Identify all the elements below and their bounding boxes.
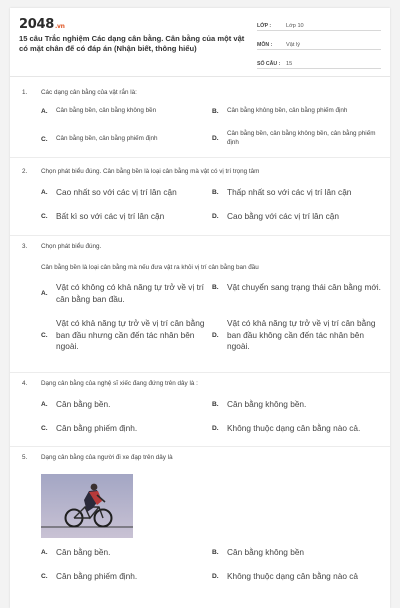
option-4a[interactable] xyxy=(41,399,203,411)
document-title: 15 câu Trắc nghiệm Các dạng cân bằng. Cân bằng của một vật có mặt chân đế có đáp án (Nhận biết, thông hiểu) xyxy=(19,34,245,54)
option-1b[interactable] xyxy=(212,107,382,116)
option-5a[interactable] xyxy=(41,547,203,559)
meta-row-count xyxy=(257,54,381,69)
option-text: Vật có khả năng tự trở về vị trí cân bằng ban đầu không cần đến tác nhân bên ngoài. xyxy=(227,318,376,351)
option-4d[interactable] xyxy=(212,423,382,435)
question-number: 3. xyxy=(22,243,28,250)
option-letter: C. xyxy=(41,213,48,221)
option-1c[interactable] xyxy=(41,135,203,144)
question-text: Dạng cân bằng của nghệ sĩ xiếc đang đứng trên dây là : xyxy=(41,380,198,387)
cyclist-on-wire-photo xyxy=(41,474,133,538)
meta-value: Lớp 10 xyxy=(286,23,304,29)
question-2 xyxy=(22,168,382,175)
meta-value: 15 xyxy=(286,61,293,67)
option-letter: C. xyxy=(41,573,48,581)
question-divider xyxy=(10,446,390,447)
option-letter: C. xyxy=(41,425,48,433)
question-text: Chọn phát biểu đúng. xyxy=(41,243,102,250)
option-text: Cao nhất so với các vị trí lân cận xyxy=(56,187,177,197)
question-3 xyxy=(22,243,382,250)
question-number: 5. xyxy=(22,454,28,461)
option-letter: B. xyxy=(212,401,219,409)
option-letter: B. xyxy=(212,107,219,115)
meta-label: SỐ CÂU : xyxy=(257,61,281,67)
option-4b[interactable] xyxy=(212,399,382,411)
option-2d[interactable] xyxy=(212,211,382,223)
option-text: Vật có khả năng tự trở về vị trí cân bằng ban đầu nhưng cần đến tác nhân bên ngoài. xyxy=(56,318,205,351)
option-5c[interactable] xyxy=(41,571,203,583)
option-text: Không thuộc dạng cân bằng nào cả. xyxy=(227,423,361,433)
option-3b[interactable] xyxy=(212,282,382,294)
option-4c[interactable] xyxy=(41,423,203,435)
option-text: Cân bằng phiếm định. xyxy=(56,571,138,581)
question-number: 1. xyxy=(22,89,28,96)
option-letter: D. xyxy=(212,573,219,581)
question-5 xyxy=(22,454,382,461)
option-text: Vật có không có khả năng tự trở về vị trí cân bằng ban đầu. xyxy=(56,282,204,304)
option-text: Cân bằng bền. xyxy=(56,399,111,409)
question-1 xyxy=(22,89,382,96)
site-logo[interactable] xyxy=(19,17,65,32)
meta-row-subject xyxy=(257,35,381,50)
logo-text: 2048 xyxy=(19,17,54,32)
question-text: Dạng cân bằng của người đi xe đạp trên dây là xyxy=(41,454,173,461)
option-letter: A. xyxy=(41,401,48,409)
option-letter: C. xyxy=(41,331,48,339)
option-text: Cân bằng không bền, cân bằng phiếm định xyxy=(227,107,348,114)
option-text: Cân bằng phiếm định. xyxy=(56,423,138,433)
option-text: Cân bằng bền, cân bằng không bền xyxy=(56,107,157,114)
meta-label: MÔN : xyxy=(257,42,273,48)
option-letter: A. xyxy=(41,290,48,297)
option-letter: D. xyxy=(212,213,219,221)
option-text: Thấp nhất so với các vị trí lân cận xyxy=(227,187,352,197)
option-text: Bất kì so với các vị trí lân cận xyxy=(56,211,165,221)
option-text: Cân bằng không bền xyxy=(227,547,305,557)
option-letter: D. xyxy=(212,425,219,433)
option-letter: B. xyxy=(212,549,219,557)
meta-value: Vật lý xyxy=(286,42,300,48)
option-text: Không thuộc dạng cân bằng nào cả xyxy=(227,571,359,581)
question-divider xyxy=(10,157,390,158)
option-letter: C. xyxy=(41,135,48,143)
question-divider xyxy=(10,372,390,373)
option-text: Cao bằng với các vị trí lân cận xyxy=(227,211,339,221)
meta-row-class xyxy=(257,16,381,31)
option-5b[interactable] xyxy=(212,547,382,559)
question-4 xyxy=(22,380,382,387)
option-3a[interactable] xyxy=(41,282,207,305)
option-5d[interactable] xyxy=(212,571,382,583)
option-2b[interactable] xyxy=(212,187,382,199)
option-2a[interactable] xyxy=(41,187,203,199)
option-letter: A. xyxy=(41,189,48,197)
question-divider xyxy=(10,235,390,236)
question-number: 2. xyxy=(22,168,28,175)
option-text: Cân bằng bền, cân bằng không bền, cân bằng phiếm định xyxy=(227,130,376,146)
option-1a[interactable] xyxy=(41,107,203,116)
option-letter: A. xyxy=(41,549,48,557)
header-divider xyxy=(10,76,390,77)
worksheet-page xyxy=(10,8,390,608)
option-text: Cân bằng bền, cân bằng phiếm định xyxy=(56,135,158,142)
option-letter: D. xyxy=(212,135,219,142)
option-3d[interactable] xyxy=(212,318,382,353)
question-text: Các dạng cân bằng của vật rắn là: xyxy=(41,89,137,96)
option-text: Vật chuyển sang trạng thái cân bằng mới. xyxy=(227,282,381,292)
option-letter: A. xyxy=(41,107,48,115)
option-3c[interactable] xyxy=(41,318,207,353)
logo-suffix: .vn xyxy=(54,23,65,30)
option-letter: B. xyxy=(212,189,219,197)
option-text: Cân bằng bền. xyxy=(56,547,111,557)
question-number: 4. xyxy=(22,380,28,387)
option-letter: D. xyxy=(212,331,219,339)
option-2c[interactable] xyxy=(41,211,203,223)
question-text: Chọn phát biểu đúng. Cân bằng bền là loại cân bằng mà vật có vị trí trọng tâm xyxy=(41,168,260,175)
option-text: Cân bằng không bền. xyxy=(227,399,307,409)
option-letter: B. xyxy=(212,284,219,292)
meta-panel xyxy=(257,16,381,73)
meta-label: LỚP : xyxy=(257,23,272,29)
option-1d[interactable] xyxy=(212,130,382,147)
question-3-subtext: Cân bằng bền là loại cân bằng mà nếu đưa vật ra khỏi vị trí cân bằng ban đầu xyxy=(41,264,259,271)
